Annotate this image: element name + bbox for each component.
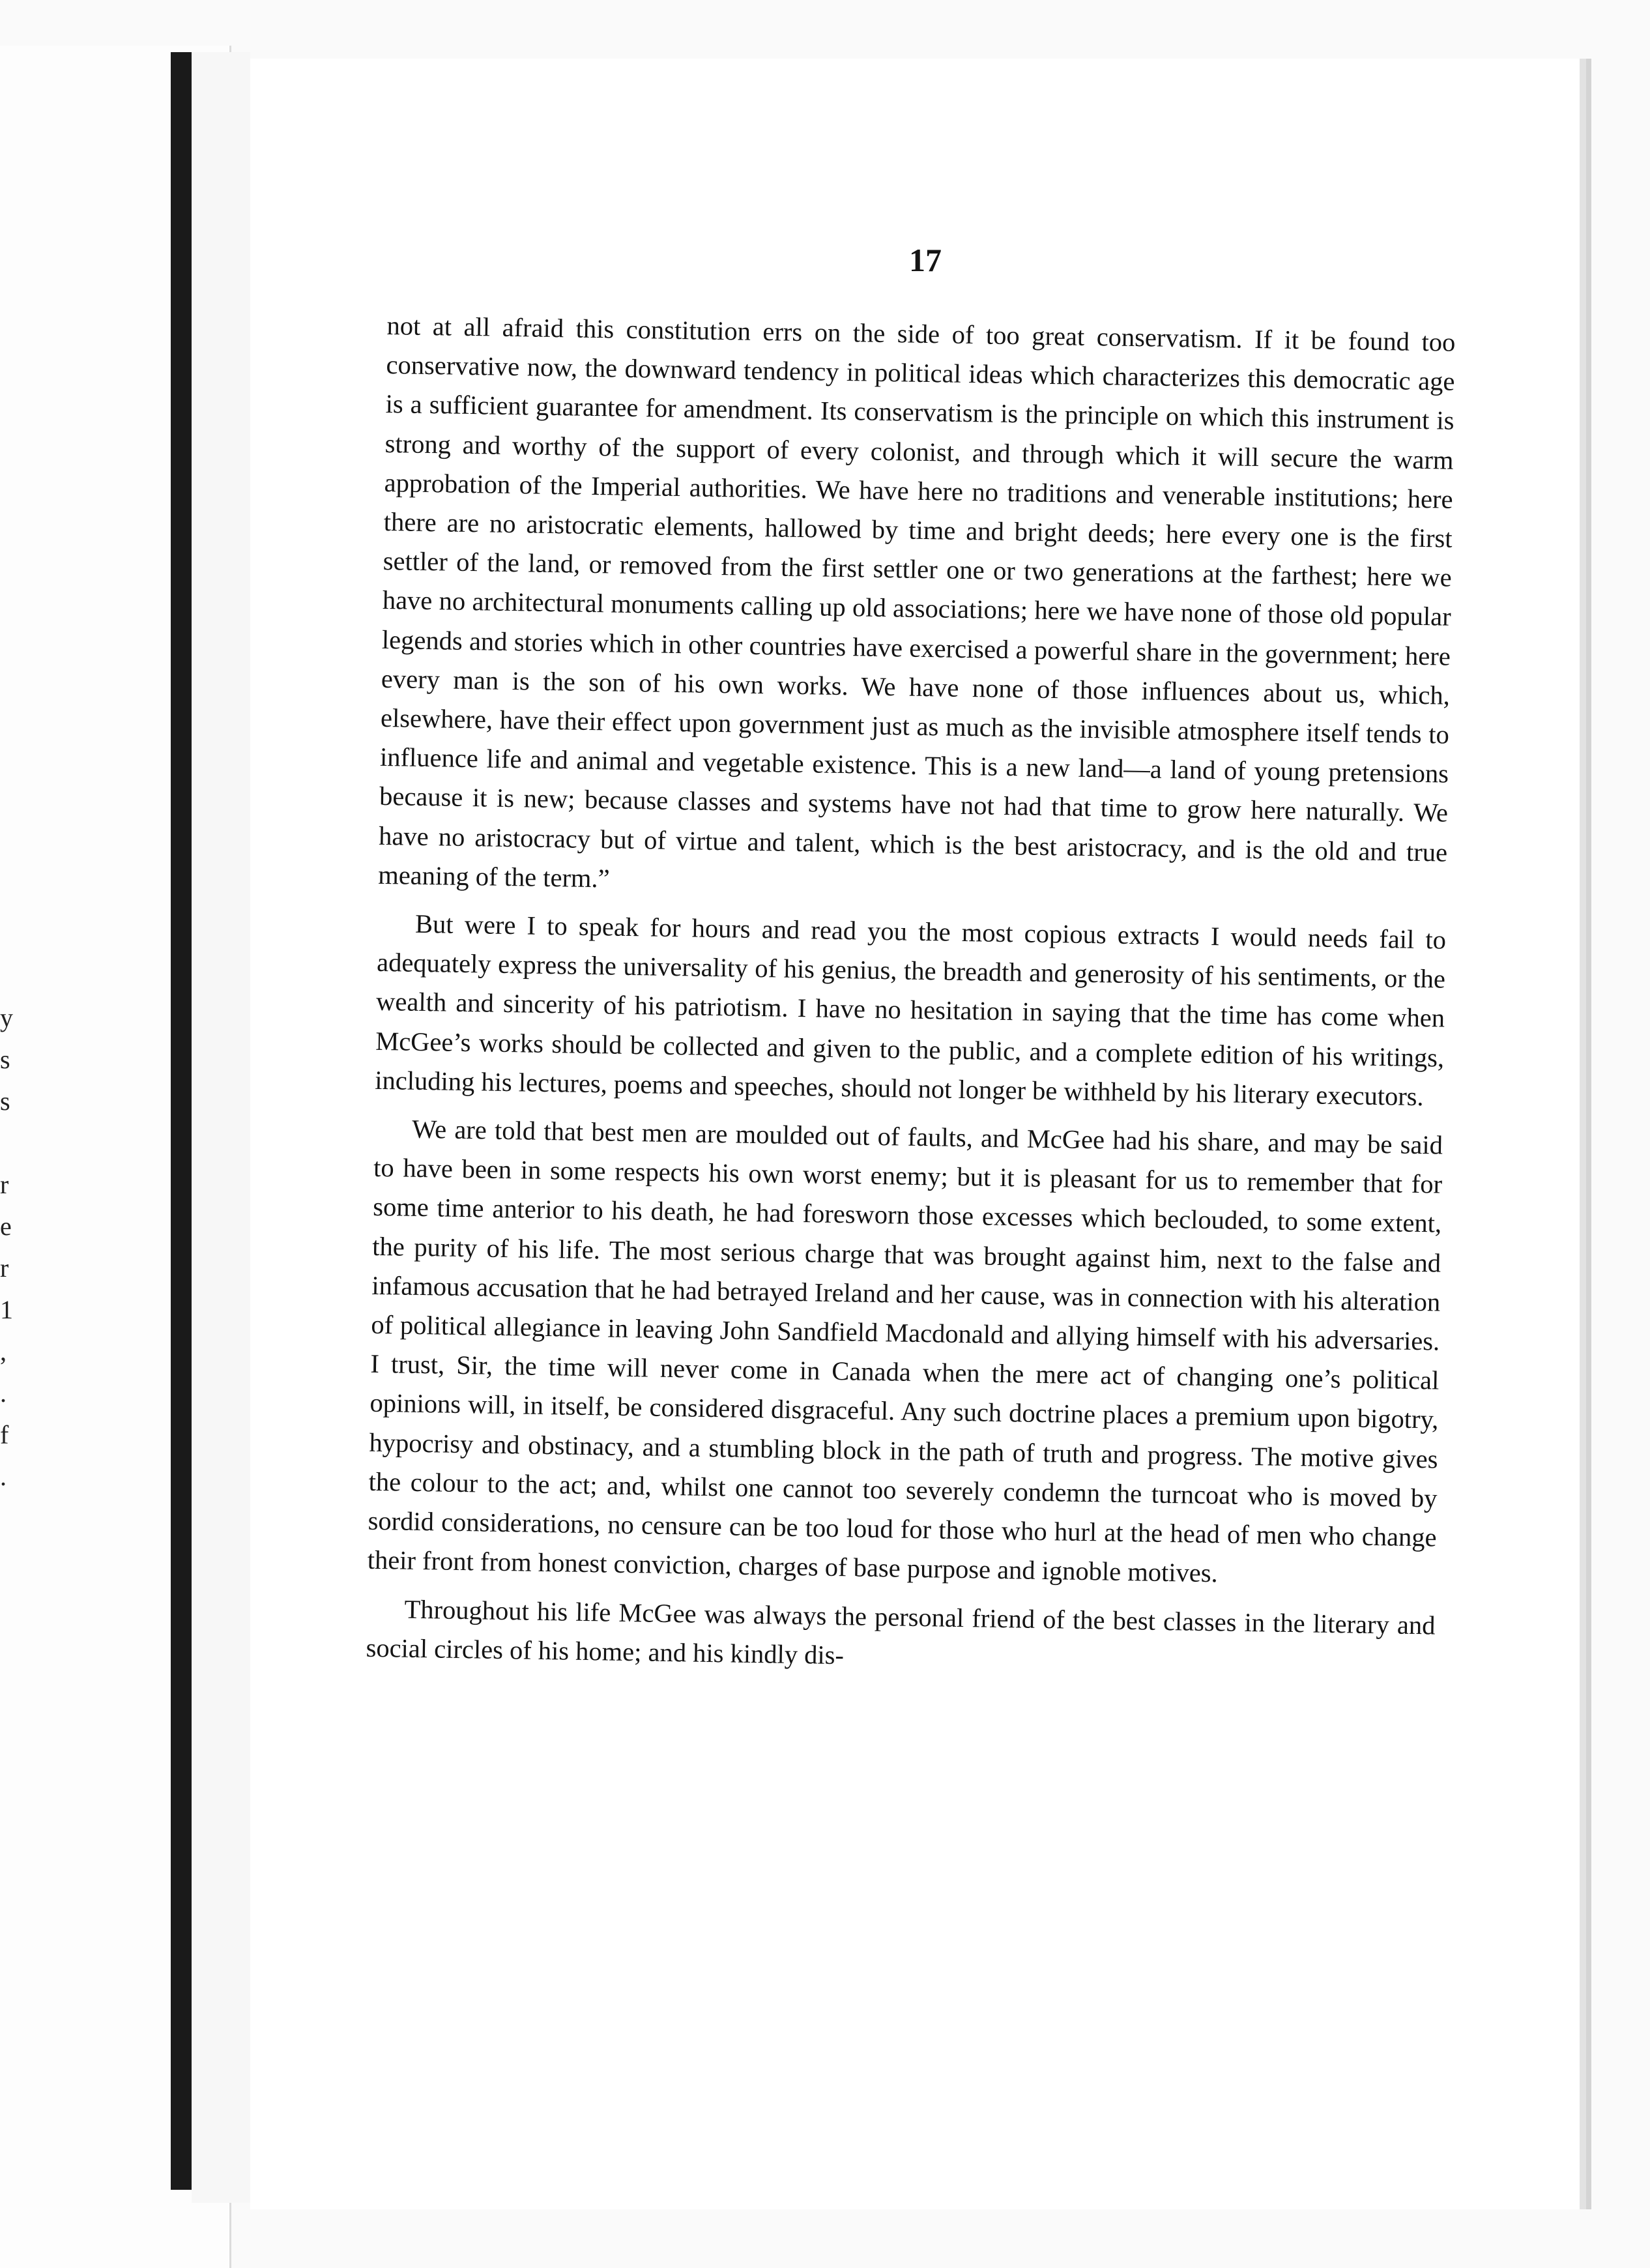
fragment: 1 bbox=[0, 1295, 13, 1324]
page-number: 17 bbox=[909, 242, 942, 278]
paragraph: Throughout his life McGee was always the personal friend of the best classes in the literary and social circles of his home; and his kindly dis- bbox=[366, 1594, 1436, 1670]
gutter bbox=[192, 52, 250, 2203]
fragment: f bbox=[0, 1420, 9, 1449]
fragment: e bbox=[0, 1212, 12, 1241]
fragment: r bbox=[0, 1170, 9, 1199]
fragment: , bbox=[0, 1337, 7, 1366]
fragment bbox=[0, 1122, 20, 1164]
paragraph: But were I to speak for hours and read you the most copious extracts I would needs fail to adequately express the universality of his genius, the breadth and generosity of his sentiments, or the wealth and sincerity of his patriotism. I have no hesitation in saying that the time has come when McGee’s works should be collected and given to the public, and a complete edition of his writings, including his lectures, poems and speeches, should not longer be withheld by his literary executors. bbox=[374, 909, 1447, 1111]
fragment: s bbox=[0, 1045, 10, 1074]
fragment: . bbox=[0, 1378, 7, 1408]
fragment: y bbox=[0, 1003, 13, 1032]
facing-page-text-fragments bbox=[0, 997, 20, 1498]
fragment: r bbox=[0, 1253, 9, 1283]
paragraph: We are told that best men are moulded out of faults, and McGee had his share, and may be said to have been in some respects his own worst enemy; but it is pleasant for us to remember that for some time anterior to his death, he had foresworn those excesses which beclouded, to some extent, the purity of his life. The most serious charge that was brought against him, next to the false and infamous accusation that he had betrayed Ireland and her cause, was in connection with his alteration of political allegiance in leaving John Sandfield Macdonald and allying himself with his adversaries. I trust, Sir, the time will never come in Canada when the mere act of changing one’s political opinions will, in itself, be considered disgraceful. Any such doctrine places a premium upon bigotry, hypocrisy and obstinacy, and a stumbling block in the path of truth and progress. The motive gives the colour to the act; and, whilst one cannot too severely condemn the turncoat who is moved by sordid considerations, no censure can be too loud for those who hurl at the head of men who change their front from honest conviction, charges of base purpose and ignoble motives. bbox=[367, 1114, 1443, 1588]
body-text bbox=[366, 306, 1456, 1693]
fragment: . bbox=[0, 1462, 7, 1491]
book-binding-shadow bbox=[171, 52, 192, 2190]
paragraph: not at all afraid this constitution errs on the side of too great conservatism. If it be found too conservative now, the downward tendency in political ideas which characterizes this democratic age is a sufficient guarantee for amendment. Its conservatism is the principle on which this instrument is strong and worthy of the support of every colonist, and through which it will secure the warm approbation of the Imperial authorities. We have here no traditions and venerable institutions; here there are no aristocratic elements, hallowed by time and bright deeds; here every one is the first settler of the land, or removed from the first settler one or two generations at the farthest; here we have no architectural monuments calling up old associations; here we have none of those old popular legends and stories which in other countries have exercised a powerful share in the government; here every man is the son of his own works. We have none of those influences about us, which, elsewhere, have their effect upon government just as much as the invisible atmosphere itself tends to influence life and animal and vegetable existence. This is a new land—a land of young pretensions because it is new; because classes and systems have not had that time to grow here naturally. We have no aristocracy but of virtue and talent, which is the best aristocracy, and is the old and true meaning of the term.” bbox=[377, 310, 1456, 894]
fragment: s bbox=[0, 1086, 10, 1116]
